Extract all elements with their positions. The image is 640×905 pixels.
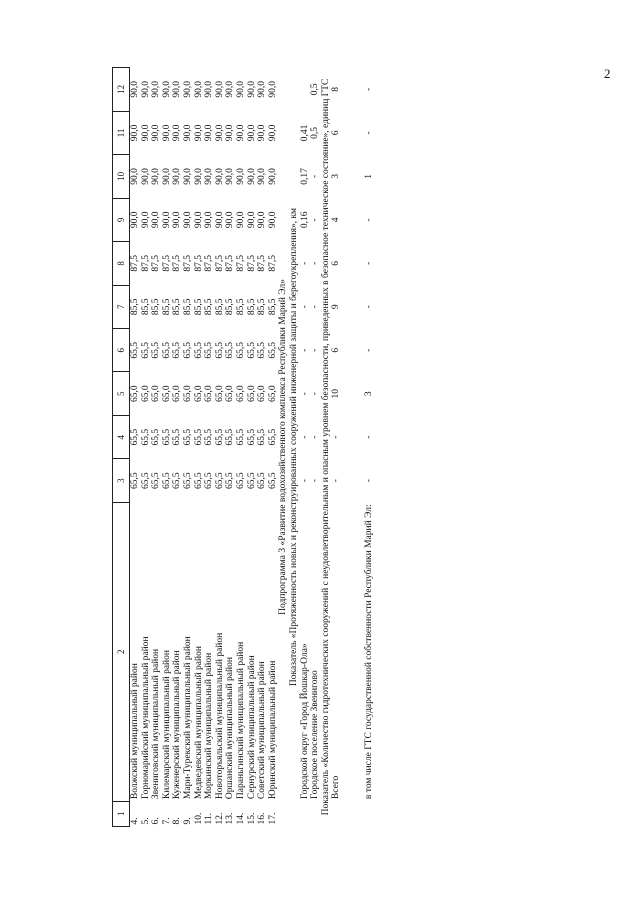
- value-cell: 65,5: [267, 428, 278, 446]
- value-cell: 90,0: [214, 211, 225, 229]
- col-header: 1: [113, 801, 130, 826]
- value-cell: 85,5: [130, 298, 140, 316]
- col-header: 5: [113, 372, 130, 415]
- col-header: 4: [113, 415, 130, 458]
- value-cell: 85,5: [225, 298, 236, 316]
- table-row: [130, 68, 141, 827]
- value-cell: 90,0: [151, 168, 162, 185]
- value-cell: 9: [331, 304, 342, 310]
- table-row: [215, 68, 226, 827]
- value-cell: 65,5: [193, 472, 204, 489]
- row-number: 16.: [257, 812, 268, 825]
- table-row: [268, 68, 279, 827]
- value-cell: 65,0: [214, 385, 225, 403]
- indicator2-heading: [321, 68, 332, 827]
- indicator1-rows: [300, 68, 321, 827]
- value-cell: 65,5: [172, 341, 183, 359]
- value-cell: 65,5: [130, 428, 140, 446]
- district-name: Новоторъяльский муниципальный район: [214, 632, 225, 800]
- value-cell: 65,5: [246, 472, 257, 489]
- value-cell: 90,0: [161, 81, 172, 98]
- value-cell: 65,0: [161, 385, 172, 403]
- value-cell: -: [363, 348, 374, 352]
- district-name: Моркинский муниципальный район: [204, 652, 215, 800]
- value-cell: 90,0: [172, 81, 183, 98]
- value-cell: 90,0: [257, 124, 268, 142]
- value-cell: 90,0: [204, 168, 215, 185]
- table-row: [225, 68, 236, 827]
- value-cell: 90,0: [267, 211, 278, 229]
- value-cell: 65,5: [172, 472, 183, 489]
- row-name: в том числе ГТС государственной собственности Республики Марий Эл:: [363, 504, 374, 800]
- value-cell: 87,5: [172, 255, 183, 272]
- row-number: [310, 801, 321, 826]
- value-cell: 90,0: [235, 211, 246, 229]
- indicator2-rows: [331, 68, 374, 827]
- value-cell: -: [310, 218, 321, 222]
- row-number: 6.: [151, 817, 162, 825]
- value-cell: -: [363, 131, 374, 135]
- row-number: 5.: [140, 817, 151, 825]
- table-row: [151, 68, 162, 827]
- value-cell: -: [363, 479, 374, 483]
- value-cell: 10: [331, 388, 342, 399]
- value-cell: 90,0: [161, 168, 172, 185]
- value-cell: 65,5: [267, 341, 278, 359]
- row-number: 10.: [193, 812, 204, 825]
- value-cell: 65,5: [214, 341, 225, 359]
- district-name: Советский муниципальный район: [257, 661, 268, 800]
- value-cell: 87,5: [257, 255, 268, 272]
- value-cell: 90,0: [214, 81, 225, 98]
- spacer-cell: [342, 68, 364, 827]
- value-cell: 87,5: [225, 255, 236, 272]
- value-cell: -: [310, 261, 321, 265]
- value-cell: [300, 68, 311, 112]
- value-cell: 65,5: [140, 472, 151, 489]
- value-cell: 90,0: [140, 211, 151, 229]
- row-name: Всего: [331, 775, 342, 800]
- district-name: Сернурский муниципальный район: [246, 655, 257, 800]
- value-cell: 65,5: [204, 341, 215, 359]
- subprogram-title: Подпрограмма 3 «Развитие водохозяйственного комплекса Республики Марий Эл»: [278, 279, 289, 615]
- value-cell: 65,5: [182, 341, 193, 359]
- col-header: 6: [113, 329, 130, 372]
- row-number: [331, 801, 342, 826]
- value-cell: 0,5: [310, 126, 321, 139]
- value-cell: -: [363, 87, 374, 91]
- value-cell: 65,5: [267, 472, 278, 489]
- row-number: 7.: [161, 817, 172, 825]
- table-row: [257, 68, 268, 827]
- subprogram-section: [278, 68, 299, 827]
- value-cell: -: [299, 348, 310, 352]
- value-cell: 90,0: [235, 168, 246, 185]
- row-number: [300, 801, 311, 826]
- value-cell: 90,0: [130, 168, 140, 185]
- row-name: Городское поселение Звенигово: [310, 670, 321, 800]
- row-number: 9.: [182, 817, 193, 825]
- district-rows: [130, 68, 279, 827]
- value-cell: 90,0: [151, 124, 162, 142]
- value-cell: 90,0: [182, 211, 193, 229]
- value-cell: 90,0: [151, 81, 162, 98]
- value-cell: 1: [363, 174, 374, 179]
- table-row: [364, 68, 375, 827]
- col-header: 12: [113, 68, 130, 112]
- value-cell: 65,5: [257, 341, 268, 359]
- value-cell: 65,5: [161, 341, 172, 359]
- value-cell: 65,5: [130, 341, 140, 359]
- table-row: [194, 68, 205, 827]
- row-number: 4.: [130, 817, 140, 825]
- value-cell: 65,5: [235, 428, 246, 446]
- value-cell: 8: [331, 86, 342, 92]
- col-header: 8: [113, 242, 130, 285]
- column-header-row: [113, 68, 130, 827]
- table-row: [247, 68, 258, 827]
- value-cell: 90,0: [246, 124, 257, 142]
- value-cell: 4: [331, 217, 342, 223]
- value-cell: 87,5: [193, 255, 204, 272]
- value-cell: 90,0: [130, 124, 140, 142]
- value-cell: 90,0: [193, 124, 204, 142]
- value-cell: -: [310, 392, 321, 396]
- col-header: 3: [113, 459, 130, 502]
- district-name: Килемарский муниципальный район: [161, 650, 172, 800]
- value-cell: 87,5: [140, 255, 151, 272]
- value-cell: 65,5: [204, 428, 215, 446]
- value-cell: 90,0: [225, 168, 236, 185]
- value-cell: 90,0: [267, 81, 278, 98]
- value-cell: 65,0: [193, 385, 204, 403]
- value-cell: -: [299, 261, 310, 265]
- value-cell: -: [310, 479, 321, 483]
- value-cell: 90,0: [140, 168, 151, 185]
- value-cell: 85,5: [257, 298, 268, 316]
- value-cell: 90,0: [140, 81, 151, 98]
- value-cell: 65,0: [267, 385, 278, 403]
- value-cell: 85,5: [204, 298, 215, 316]
- district-name: Волжский муниципальный район: [130, 663, 140, 800]
- district-name: Медведевский муниципальный район: [193, 646, 204, 800]
- value-cell: 3: [363, 391, 374, 397]
- value-cell: 85,5: [246, 298, 257, 316]
- value-cell: 90,0: [214, 124, 225, 142]
- value-cell: -: [310, 435, 321, 439]
- value-cell: 90,0: [246, 81, 257, 98]
- value-cell: 90,0: [204, 81, 215, 98]
- value-cell: 65,5: [182, 472, 193, 489]
- value-cell: 90,0: [182, 124, 193, 142]
- value-cell: 90,0: [182, 168, 193, 185]
- value-cell: 90,0: [193, 168, 204, 185]
- value-cell: 90,0: [225, 124, 236, 142]
- value-cell: 3: [331, 174, 342, 179]
- col-header: 10: [113, 155, 130, 198]
- value-cell: 65,0: [246, 385, 257, 403]
- value-cell: 90,0: [267, 168, 278, 185]
- value-cell: 65,0: [257, 385, 268, 403]
- value-cell: 87,5: [182, 255, 193, 272]
- value-cell: 85,5: [214, 298, 225, 316]
- value-cell: 90,0: [193, 211, 204, 229]
- value-cell: 90,0: [161, 211, 172, 229]
- rotated-landscape-table: [112, 67, 617, 827]
- value-cell: 65,5: [151, 341, 162, 359]
- col-header: 2: [113, 502, 130, 801]
- value-cell: 65,5: [214, 428, 225, 446]
- table-row: [300, 68, 311, 827]
- value-cell: 90,0: [257, 168, 268, 185]
- row-name: Городской округ «Город Йошкар-Ола»: [299, 643, 310, 800]
- value-cell: 0,17: [299, 168, 310, 185]
- value-cell: -: [331, 479, 342, 483]
- value-cell: 65,0: [172, 385, 183, 403]
- value-cell: 90,0: [246, 168, 257, 185]
- table-row: [204, 68, 215, 827]
- value-cell: 6: [331, 260, 342, 266]
- row-number: 12.: [214, 812, 225, 825]
- value-cell: 65,5: [161, 472, 172, 489]
- value-cell: -: [299, 305, 310, 309]
- value-cell: 65,5: [204, 472, 215, 489]
- value-cell: 90,0: [246, 211, 257, 229]
- value-cell: 65,5: [172, 428, 183, 446]
- value-cell: -: [299, 479, 310, 483]
- row-number: 15.: [246, 812, 257, 825]
- value-cell: 65,0: [130, 385, 140, 403]
- value-cell: 65,5: [225, 341, 236, 359]
- value-cell: 65,5: [182, 428, 193, 446]
- row-number: [364, 801, 375, 826]
- row-number: 17.: [267, 812, 278, 825]
- value-cell: 87,5: [161, 255, 172, 272]
- value-cell: 90,0: [225, 211, 236, 229]
- value-cell: 65,5: [235, 341, 246, 359]
- value-cell: 65,5: [140, 341, 151, 359]
- district-name: Куженерский муниципальный район: [172, 650, 183, 800]
- value-cell: 65,5: [130, 472, 140, 489]
- value-cell: -: [310, 305, 321, 309]
- value-cell: 90,0: [130, 211, 140, 229]
- value-cell: 87,5: [151, 255, 162, 272]
- value-cell: 87,5: [235, 255, 246, 272]
- district-name: Оршанский муниципальный район: [225, 657, 236, 800]
- district-name: Юринский муниципальный район: [267, 660, 278, 800]
- value-cell: 90,0: [214, 168, 225, 185]
- value-cell: 65,0: [235, 385, 246, 403]
- value-cell: 65,5: [257, 428, 268, 446]
- value-cell: -: [331, 435, 342, 439]
- value-cell: 0,16: [299, 211, 310, 229]
- value-cell: 85,5: [172, 298, 183, 316]
- value-cell: 90,0: [151, 211, 162, 229]
- value-cell: 0,5: [310, 83, 321, 96]
- value-cell: 65,5: [246, 341, 257, 359]
- value-cell: 6: [331, 130, 342, 136]
- value-cell: 0,41: [299, 124, 310, 142]
- value-cell: 90,0: [182, 81, 193, 98]
- value-cell: 90,0: [267, 124, 278, 142]
- row-spacer: [342, 68, 364, 827]
- district-name: Горномарийский муниципальный район: [140, 636, 151, 800]
- table-row: [141, 68, 152, 827]
- district-name: Звениговский муниципальный район: [151, 648, 162, 800]
- value-cell: 90,0: [225, 81, 236, 98]
- value-cell: 90,0: [204, 124, 215, 142]
- value-cell: -: [363, 261, 374, 265]
- row-number: 14.: [235, 812, 246, 825]
- value-cell: 85,5: [151, 298, 162, 316]
- value-cell: 65,0: [151, 385, 162, 403]
- value-cell: 65,5: [151, 472, 162, 489]
- col-header: 9: [113, 198, 130, 241]
- value-cell: 90,0: [172, 124, 183, 142]
- value-cell: 65,5: [257, 472, 268, 489]
- row-number: 11.: [204, 812, 215, 825]
- value-cell: 6: [331, 347, 342, 353]
- value-cell: 65,5: [193, 428, 204, 446]
- value-cell: 65,5: [225, 472, 236, 489]
- value-cell: 90,0: [257, 81, 268, 98]
- value-cell: -: [363, 435, 374, 439]
- value-cell: 90,0: [193, 81, 204, 98]
- value-cell: 85,5: [235, 298, 246, 316]
- value-cell: -: [310, 348, 321, 352]
- value-cell: 87,5: [204, 255, 215, 272]
- row-number: 13.: [225, 812, 236, 825]
- district-name: Параньгинский муниципальный район: [235, 641, 246, 800]
- table-row: [183, 68, 194, 827]
- table-row: [331, 68, 342, 827]
- value-cell: 87,5: [267, 255, 278, 272]
- value-cell: 65,5: [161, 428, 172, 446]
- value-cell: 65,5: [193, 341, 204, 359]
- value-cell: -: [299, 392, 310, 396]
- value-cell: 85,5: [193, 298, 204, 316]
- value-cell: 87,5: [130, 255, 140, 272]
- value-cell: -: [363, 305, 374, 309]
- value-cell: 65,0: [204, 385, 215, 403]
- district-name: Мари-Турекский муниципальный район: [182, 636, 193, 800]
- value-cell: 65,0: [140, 385, 151, 403]
- value-cell: 65,5: [235, 472, 246, 489]
- value-cell: -: [299, 435, 310, 439]
- indicator-title: Показатель «Протяженность новых и реконструированных сооружений инженерной защиты и берегоукрепления», км: [288, 207, 299, 687]
- indicator-title: Показатель «Количество гидротехнических сооружений с неудовлетворительным и опасным уровнем безопасности, приведенных в безопасное техническое состояние», единиц ГТС: [320, 78, 331, 816]
- value-cell: 85,5: [161, 298, 172, 316]
- value-cell: 90,0: [172, 168, 183, 185]
- row-number: 8.: [172, 817, 183, 825]
- value-cell: -: [310, 174, 321, 178]
- value-cell: 87,5: [214, 255, 225, 272]
- value-cell: 90,0: [235, 124, 246, 142]
- value-cell: 85,5: [267, 298, 278, 316]
- value-cell: 65,5: [246, 428, 257, 446]
- value-cell: 65,5: [225, 428, 236, 446]
- value-cell: -: [363, 218, 374, 222]
- data-table: [112, 67, 374, 827]
- value-cell: 90,0: [204, 211, 215, 229]
- value-cell: 85,5: [182, 298, 193, 316]
- value-cell: 65,5: [140, 428, 151, 446]
- table-row: [236, 68, 247, 827]
- value-cell: 65,5: [214, 472, 225, 489]
- value-cell: 90,0: [140, 124, 151, 142]
- col-header: 11: [113, 111, 130, 154]
- value-cell: 90,0: [172, 211, 183, 229]
- value-cell: 87,5: [246, 255, 257, 272]
- table-row: [162, 68, 173, 827]
- value-cell: 85,5: [140, 298, 151, 316]
- page-number: 2: [604, 66, 611, 81]
- value-cell: 65,0: [182, 385, 193, 403]
- table-row: [172, 68, 183, 827]
- value-cell: 90,0: [130, 81, 140, 98]
- value-cell: 90,0: [235, 81, 246, 98]
- value-cell: 65,0: [225, 385, 236, 403]
- value-cell: 90,0: [161, 124, 172, 142]
- value-cell: 65,5: [151, 428, 162, 446]
- col-header: 7: [113, 285, 130, 328]
- value-cell: 90,0: [257, 211, 268, 229]
- table-row: [310, 68, 321, 827]
